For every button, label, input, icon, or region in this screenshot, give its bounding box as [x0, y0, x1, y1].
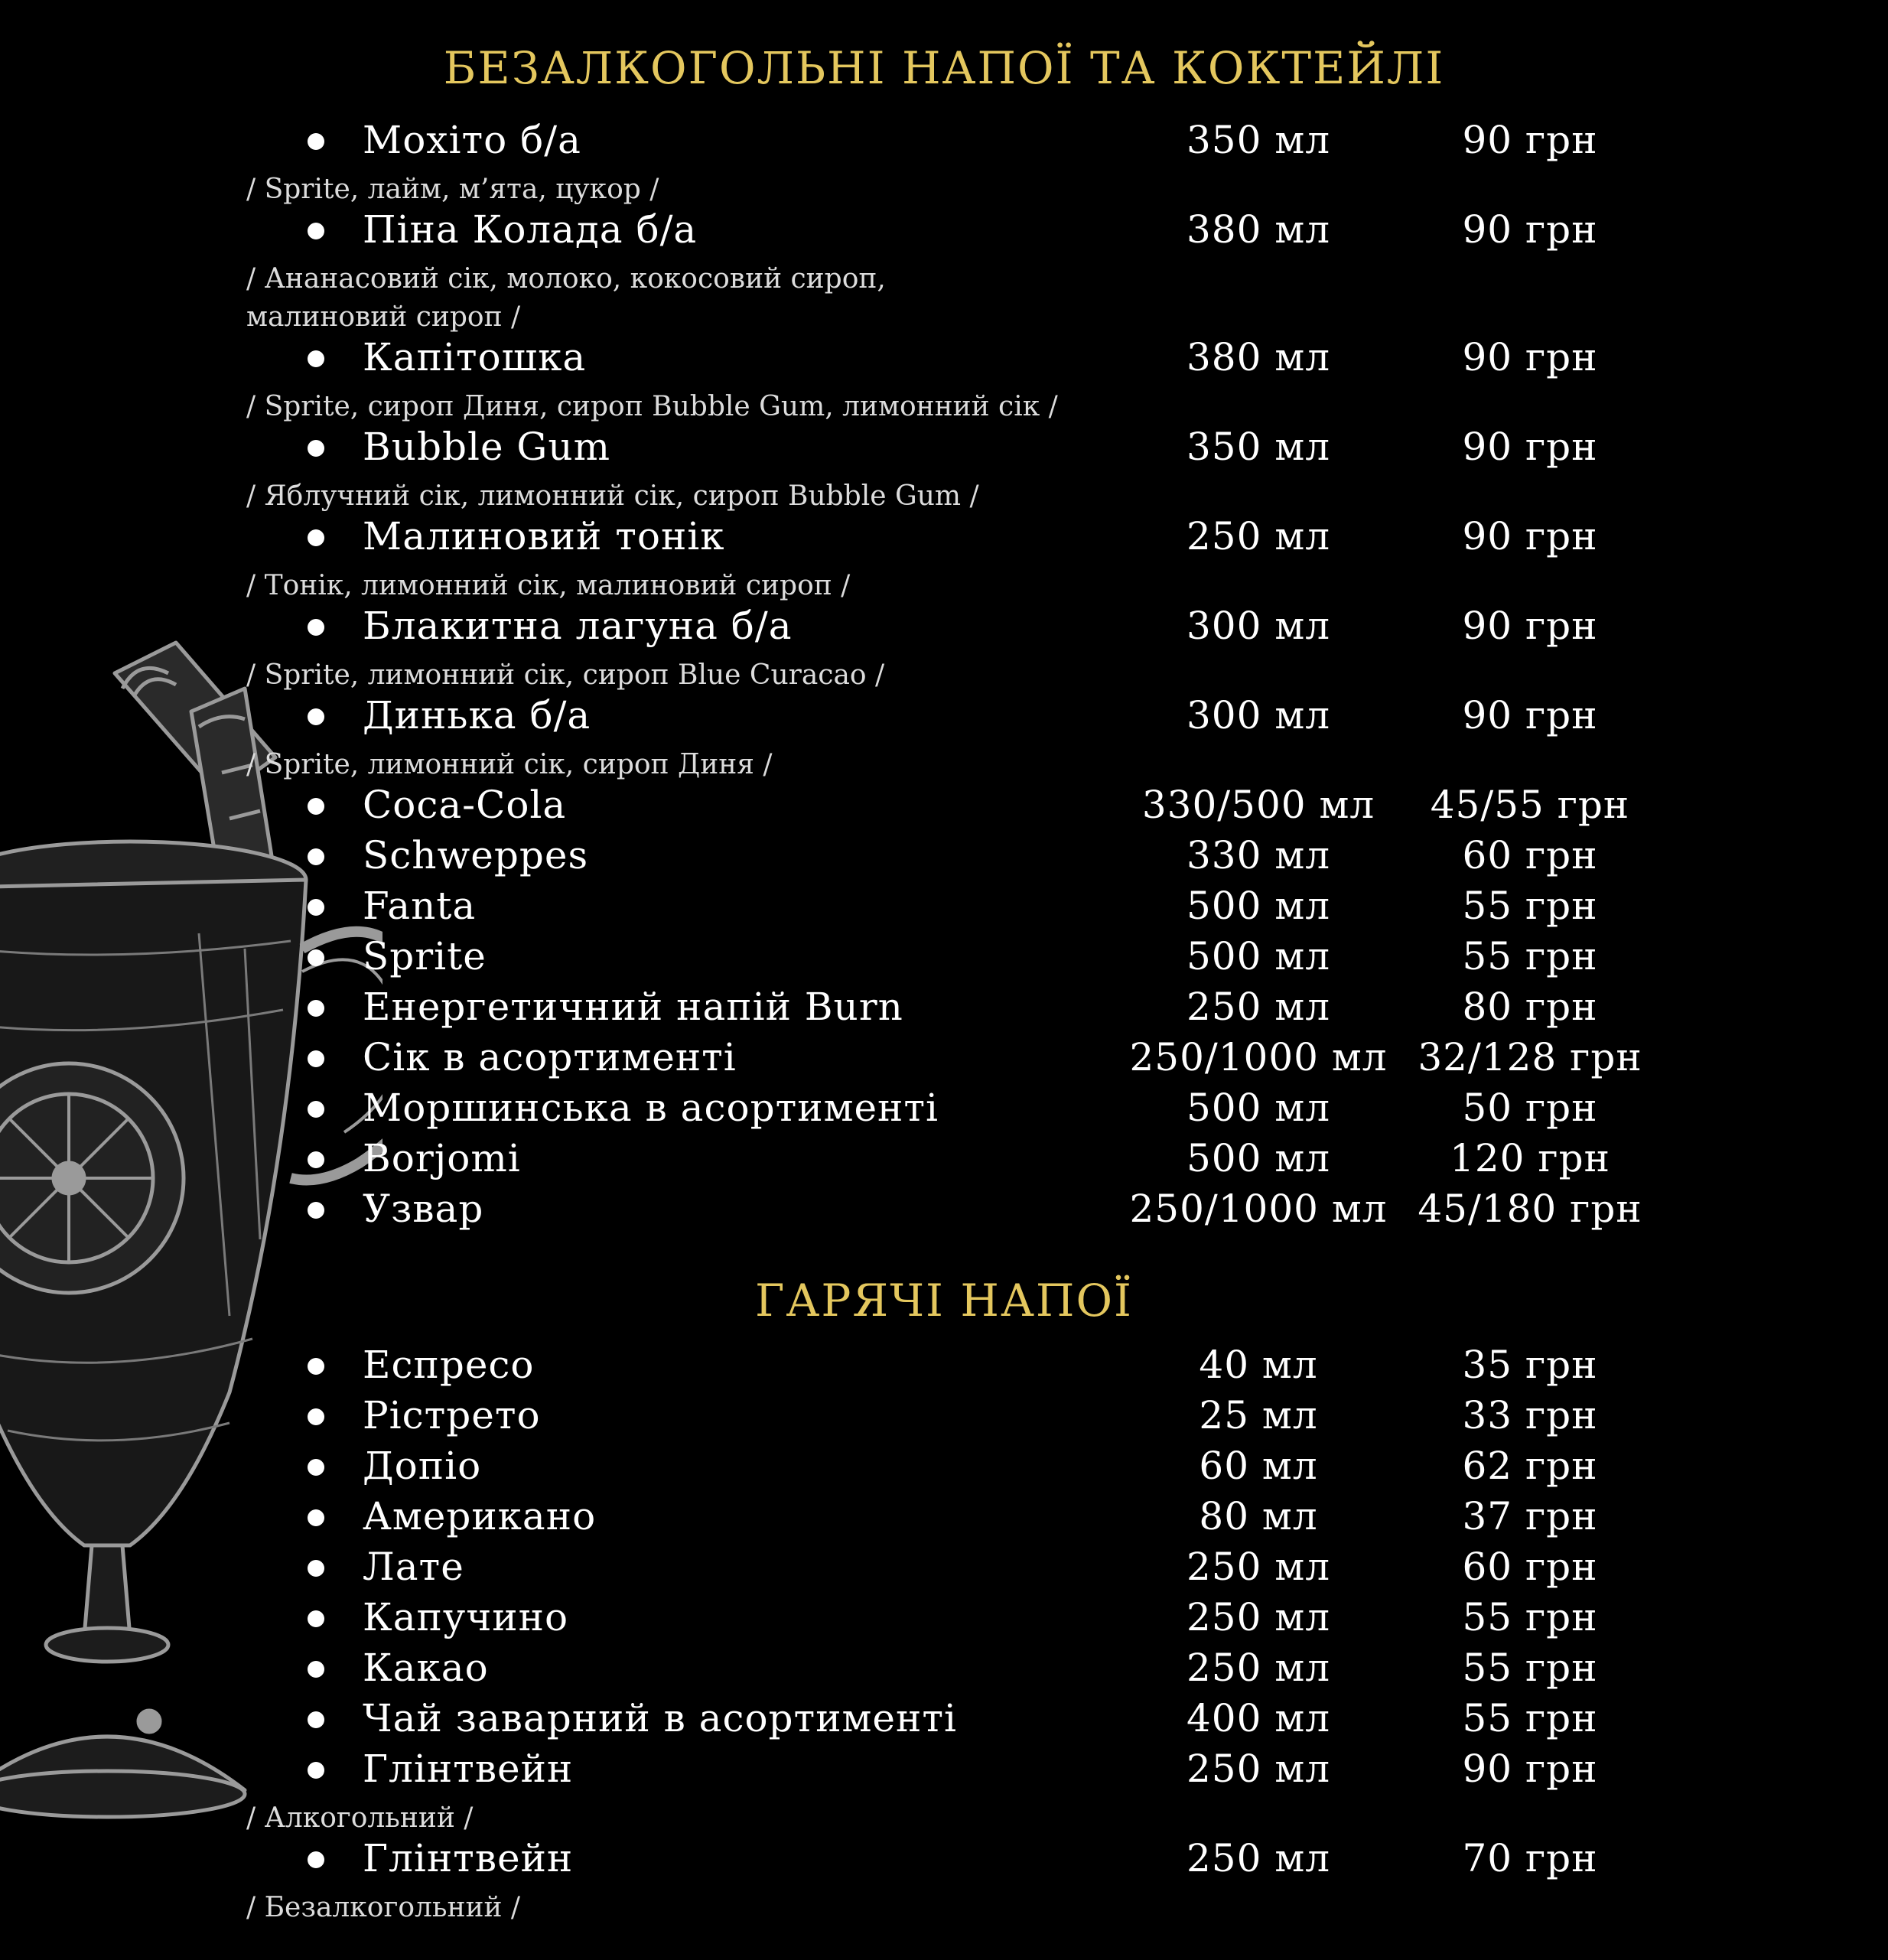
- item-volume: 40 мл: [1199, 1343, 1318, 1387]
- item-volume: 250 мл: [1187, 1747, 1330, 1791]
- item-volume: 500 мл: [1187, 884, 1330, 928]
- menu-item: [0, 1083, 1888, 1133]
- menu-item: [0, 780, 1888, 830]
- item-volume: 25 мл: [1199, 1393, 1318, 1437]
- item-description: / Sprite, лайм, м’ята, цукор /: [246, 174, 659, 205]
- item-price: 90 грн: [1462, 693, 1598, 737]
- item-price: 37 грн: [1462, 1494, 1598, 1538]
- section-title-cold: БЕЗАЛКОГОЛЬНІ НАПОЇ ТА КОКТЕЙЛІ: [443, 42, 1445, 94]
- bullet-icon: [308, 1851, 324, 1868]
- bullet-icon: [308, 798, 324, 815]
- item-name: Fanta: [363, 884, 477, 928]
- item-name: Bubble Gum: [363, 425, 610, 469]
- item-name: Динька б/а: [363, 693, 591, 737]
- item-price: 60 грн: [1462, 1545, 1598, 1589]
- menu-item: [0, 982, 1888, 1032]
- item-volume: 500 мл: [1187, 1136, 1330, 1180]
- bullet-icon: [308, 1408, 324, 1425]
- bullet-icon: [308, 1610, 324, 1627]
- item-description: / Алкогольний /: [246, 1802, 474, 1834]
- bullet-icon: [308, 1711, 324, 1728]
- bullet-icon: [308, 1459, 324, 1476]
- item-volume: 300 мл: [1187, 693, 1330, 737]
- item-name: Какао: [363, 1646, 489, 1690]
- item-volume: 60 мл: [1199, 1444, 1318, 1488]
- item-name: Рістрето: [363, 1393, 541, 1437]
- item-name: Допіо: [363, 1444, 482, 1488]
- menu-item: [0, 1032, 1888, 1083]
- menu-item: [0, 1441, 1888, 1491]
- item-name: Моршинська в асортименті: [363, 1086, 939, 1130]
- item-price: 35 грн: [1462, 1343, 1598, 1387]
- menu-item: [0, 1340, 1888, 1390]
- item-name: Глінтвейн: [363, 1747, 574, 1791]
- item-volume: 300 мл: [1187, 604, 1330, 648]
- item-price: 120 грн: [1450, 1136, 1610, 1180]
- bullet-icon: [308, 899, 324, 916]
- item-volume: 500 мл: [1187, 934, 1330, 978]
- item-volume: 250 мл: [1187, 1545, 1330, 1589]
- menu-item: [0, 115, 1888, 165]
- item-volume: 250 мл: [1187, 1646, 1330, 1690]
- bullet-icon: [308, 529, 324, 546]
- bullet-icon: [308, 848, 324, 865]
- item-name: Sprite: [363, 934, 487, 978]
- menu-item: [0, 1390, 1888, 1441]
- item-name: Мохіто б/а: [363, 118, 581, 162]
- item-volume: 330/500 мл: [1141, 783, 1375, 827]
- bullet-icon: [308, 1661, 324, 1678]
- item-description: / Sprite, сироп Диня, сироп Bubble Gum, лимонний сік /: [246, 391, 1058, 422]
- menu-item: [0, 1693, 1888, 1743]
- item-price: 62 грн: [1462, 1444, 1598, 1488]
- item-price: 33 грн: [1462, 1393, 1598, 1437]
- item-price: 55 грн: [1462, 884, 1598, 928]
- item-volume: 380 мл: [1187, 335, 1330, 379]
- item-price: 55 грн: [1462, 1646, 1598, 1690]
- item-price: 70 грн: [1462, 1836, 1598, 1880]
- bullet-icon: [308, 1050, 324, 1067]
- item-volume: 250 мл: [1187, 1595, 1330, 1639]
- menu-item: [0, 1833, 1888, 1883]
- bullet-icon: [308, 440, 324, 457]
- item-name: Сік в асортименті: [363, 1035, 737, 1079]
- item-price: 80 грн: [1462, 985, 1598, 1029]
- item-name: Американо: [363, 1494, 597, 1538]
- item-name: Енергетичний напій Burn: [363, 985, 903, 1029]
- bullet-icon: [308, 949, 324, 966]
- item-price: 55 грн: [1462, 1595, 1598, 1639]
- item-name: Узвар: [363, 1187, 484, 1231]
- item-volume: 330 мл: [1187, 833, 1330, 877]
- item-volume: 80 мл: [1199, 1494, 1318, 1538]
- item-description: / Безалкогольний /: [246, 1892, 521, 1923]
- item-volume: 350 мл: [1187, 118, 1330, 162]
- item-name: Чай заварний в асортименті: [363, 1696, 958, 1740]
- menu-item: [0, 690, 1888, 741]
- bullet-icon: [308, 1202, 324, 1219]
- item-name: Глінтвейн: [363, 1836, 574, 1880]
- item-price: 90 грн: [1462, 1747, 1598, 1791]
- menu-item: [0, 1491, 1888, 1542]
- bullet-icon: [308, 1000, 324, 1017]
- menu-item: [0, 1183, 1888, 1234]
- item-name: Піна Колада б/а: [363, 207, 698, 252]
- item-price: 45/55 грн: [1430, 783, 1630, 827]
- menu-item: [0, 1592, 1888, 1643]
- item-name: Лате: [363, 1545, 464, 1589]
- menu-item: [0, 601, 1888, 651]
- item-name: Coca-Cola: [363, 783, 567, 827]
- item-name: Капучино: [363, 1595, 569, 1639]
- item-price: 90 грн: [1462, 604, 1598, 648]
- item-name: Капітошка: [363, 335, 587, 379]
- bullet-icon: [308, 619, 324, 636]
- bullet-icon: [308, 350, 324, 367]
- item-price: 90 грн: [1462, 118, 1598, 162]
- item-price: 55 грн: [1462, 934, 1598, 978]
- menu-item: [0, 422, 1888, 472]
- bullet-icon: [308, 1151, 324, 1168]
- item-price: 50 грн: [1462, 1086, 1598, 1130]
- bullet-icon: [308, 1560, 324, 1577]
- bullet-icon: [308, 708, 324, 725]
- item-price: 55 грн: [1462, 1696, 1598, 1740]
- item-volume: 400 мл: [1187, 1696, 1330, 1740]
- menu-item: [0, 1743, 1888, 1794]
- item-description: / Sprite, лимонний сік, сироп Диня /: [246, 749, 773, 780]
- menu-item: [0, 511, 1888, 562]
- item-volume: 250 мл: [1187, 1836, 1330, 1880]
- menu-item: [0, 931, 1888, 982]
- item-name: Еспресо: [363, 1343, 535, 1387]
- menu-item: [0, 881, 1888, 931]
- item-description: / Тонік, лимонний сік, малиновий сироп /: [246, 570, 851, 601]
- section-title-hot: ГАРЯЧІ НАПОЇ: [755, 1275, 1133, 1327]
- menu-item: [0, 204, 1888, 255]
- item-volume: 250/1000 мл: [1129, 1187, 1388, 1231]
- item-price: 90 грн: [1462, 207, 1598, 252]
- menu-item: [0, 332, 1888, 383]
- item-price: 90 грн: [1462, 335, 1598, 379]
- item-description: / Sprite, лимонний сік, сироп Blue Curacao /: [246, 659, 885, 691]
- item-price: 90 грн: [1462, 425, 1598, 469]
- item-name: Блакитна лагуна б/а: [363, 604, 793, 648]
- item-name: Schweppes: [363, 833, 589, 877]
- item-volume: 250/1000 мл: [1129, 1035, 1388, 1079]
- bullet-icon: [308, 133, 324, 150]
- item-volume: 250 мл: [1187, 985, 1330, 1029]
- bullet-icon: [308, 223, 324, 239]
- menu-item: [0, 1542, 1888, 1592]
- item-price: 45/180 грн: [1418, 1187, 1642, 1231]
- menu-item: [0, 830, 1888, 881]
- item-price: 90 грн: [1462, 514, 1598, 558]
- menu-item: [0, 1643, 1888, 1693]
- item-volume: 350 мл: [1187, 425, 1330, 469]
- bullet-icon: [308, 1762, 324, 1779]
- bullet-icon: [308, 1509, 324, 1526]
- item-name: Borjomi: [363, 1136, 521, 1180]
- menu-item: [0, 1133, 1888, 1183]
- bullet-icon: [308, 1101, 324, 1118]
- item-volume: 380 мл: [1187, 207, 1330, 252]
- item-price: 60 грн: [1462, 833, 1598, 877]
- bullet-icon: [308, 1358, 324, 1375]
- item-description: / Яблучний сік, лимонний сік, сироп Bubble Gum /: [246, 480, 979, 512]
- item-volume: 250 мл: [1187, 514, 1330, 558]
- item-volume: 500 мл: [1187, 1086, 1330, 1130]
- item-name: Малиновий тонік: [363, 514, 725, 558]
- item-description: / Ананасовий сік, молоко, кокосовий сироп, малиновий сироп /: [246, 263, 886, 333]
- item-price: 32/128 грн: [1418, 1035, 1642, 1079]
